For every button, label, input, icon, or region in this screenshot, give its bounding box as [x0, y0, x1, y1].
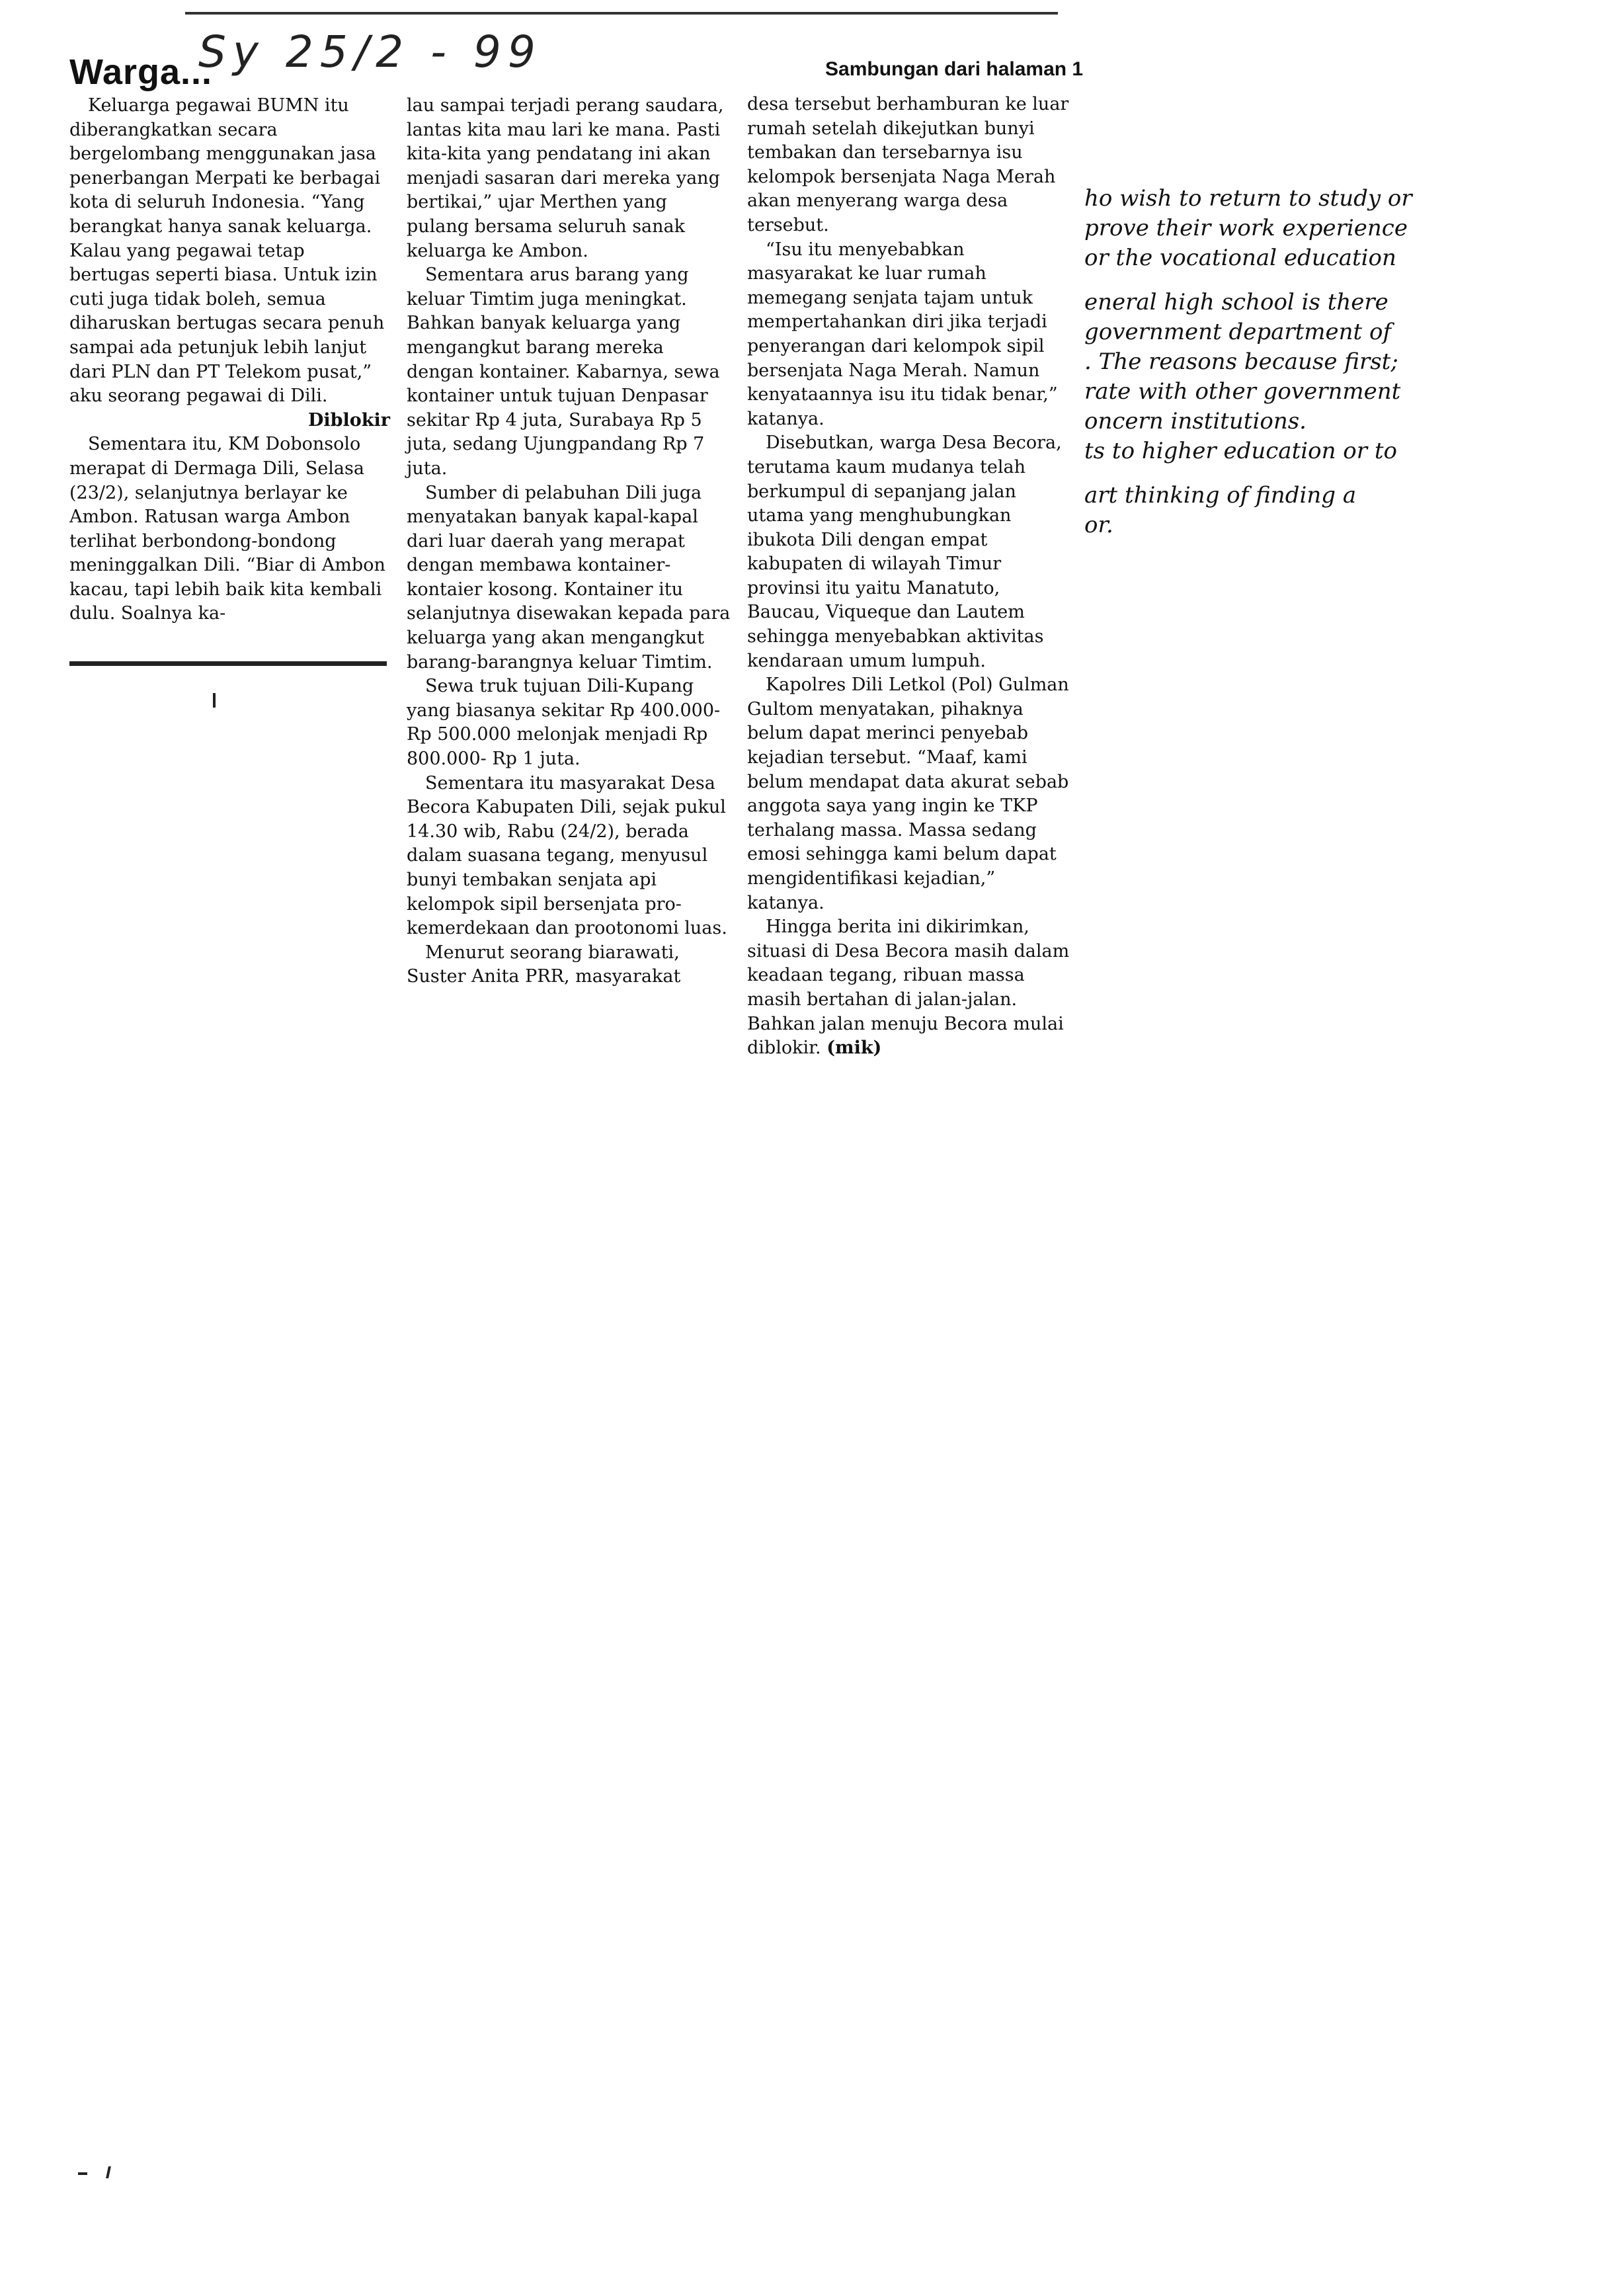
stray-mark — [106, 2166, 111, 2178]
stray-mark — [78, 2172, 87, 2175]
bleed-line: or. — [1084, 512, 1113, 538]
paragraph: Keluarga pegawai BUMN itu diberangkatkan secara bergelombang menggunakan jasa penerbangan Merpati ke berbagai kota di seluruh Indonesia. “Yang berangkat hanya sanak keluarga. Kalau yang pegawai tetap bertugas seperti biasa. Untuk izin cuti juga tidak boleh, semua diharuskan bertugas secara penuh sampai ada petunjuk lebih lanjut dari PLN dan PT Telekom pusat,” aku seorang pegawai di Dili. — [69, 95, 385, 407]
bleed-line: eneral high school is there — [1084, 289, 1388, 315]
bleed-line: ts to higher education or to — [1084, 438, 1397, 464]
paragraph: Sumber di pelabuhan Dili juga menyatakan banyak kapal-kapal dari luar daerah yang merapat dengan membawa kontainer-kontaier kosong. Kontainer itu selanjutnya disewakan kepada para keluarga yang akan mengangkut barang-barangnya keluar Timtim. — [407, 482, 731, 673]
column-end-rule — [69, 661, 387, 666]
handwritten-date-note: Sy 25/2 - 99 — [198, 26, 542, 77]
article-column-3 — [747, 93, 1071, 1061]
paragraph: “Isu itu menyebabkan masyarakat ke luar rumah memegang senjata tajam untuk mempertahankan diri jika terjadi penyerangan dari kelompok sipil bersenjata Naga Merah. Namun kenyataannya isu itu tidak benar,” katanya. — [747, 239, 1058, 429]
byline: (mik) — [826, 1038, 882, 1059]
article-column-2 — [407, 94, 731, 989]
bleed-line: rate with other government — [1084, 378, 1401, 405]
bleed-line: . The reasons because first; — [1084, 348, 1398, 375]
bleed-line: or the vocational education — [1084, 245, 1396, 271]
bleed-line: art thinking of finding a — [1084, 482, 1357, 509]
bleed-line: ho wish to return to study or — [1084, 185, 1412, 212]
paragraph: Kapolres Dili Letkol (Pol) Gulman Gultom menyatakan, pihaknya belum dapat merinci penyebab kejadian tersebut. “Maaf, kami belum mendapat data akurat sebab anggota saya yang ingin ke TKP terhalang massa. Massa sedang emosi sehingga kami belum dapat mengidentifikasi kejadian,” katanya. — [747, 675, 1069, 913]
paragraph: Sewa truk tujuan Dili-Kupang yang biasanya sekitar Rp 400.000-Rp 500.000 melonjak menjadi Rp 800.000- Rp 1 juta. — [407, 676, 721, 770]
paragraph: Menurut seorang biarawati, Suster Anita PRR, masyarakat — [407, 942, 681, 987]
top-rule — [185, 12, 1058, 15]
headline: Warga... — [69, 52, 213, 92]
article-column-1 — [69, 94, 390, 626]
bleed-line: prove their work experience — [1084, 215, 1408, 241]
subheading: Diblokir — [307, 409, 390, 430]
paragraph: Disebutkan, warga Desa Becora, terutama kaum mudanya telah berkumpul di sepanjang jalan utama yang menghubungkan ibukota Dili dengan empat kabupaten di wilayah Timur provinsi itu yaitu Manatuto, Baucau, Viqueque dan Lautem sehingga menyebabkan aktivitas kendaraan umum lumpuh. — [747, 432, 1062, 671]
bleed-line: oncern institutions. — [1084, 408, 1306, 434]
paragraph: Sementara itu masyarakat Desa Becora Kabupaten Dili, sejak pukul 14.30 wib, Rabu (24/2), berada dalam suasana tegang, menyusul bunyi tembakan senjata api kelompok sipil bersenjata pro-kemerdekaan dan prootonomi luas. — [407, 772, 727, 939]
paragraph: desa tersebut berhamburan ke luar rumah setelah dikejutkan bunyi tembakan dan tersebarnya isu kelompok bersenjata Naga Merah akan menyerang warga desa tersebut. — [747, 94, 1069, 235]
stray-mark — [213, 693, 216, 708]
paragraph — [747, 915, 1071, 1061]
bleed-through-text — [1084, 184, 1455, 540]
continued-from-label: Sambungan dari halaman 1 — [825, 58, 1084, 80]
paragraph: Sementara itu, KM Dobonsolo merapat di Dermaga Dili, Selasa (23/2), selanjutnya berlayar ke Ambon. Ratusan warga Ambon terlihat berbondong-bondong meninggalkan Dili. “Biar di Ambon kacau, tapi lebih baik kita kembali dulu. Soalnya ka- — [69, 434, 385, 624]
bleed-line: government department of — [1084, 319, 1392, 345]
paragraph-text: Hingga berita ini dikirimkan, situasi di Desa Becora masih dalam keadaan tegang, ribuan massa masih bertahan di jalan-jalan. Bahkan jalan menuju Becora mulai diblokir. — [747, 917, 1070, 1059]
paragraph: lau sampai terjadi perang saudara, lantas kita mau lari ke mana. Pasti kita-kita yang pendatang ini akan menjadi sasaran dari mereka yang bertikai,” ujar Merthen yang pulang bersama seluruh sanak keluarga ke Ambon. — [407, 95, 724, 261]
paragraph: Sementara arus barang yang keluar Timtim juga meningkat. Bahkan banyak keluarga yang mengangkut barang mereka dengan kontainer. Kabarnya, sewa kontainer untuk tujuan Denpasar sekitar Rp 4 juta, Surabaya Rp 5 juta, sedang Ujungpandang Rp 7 juta. — [407, 265, 720, 479]
